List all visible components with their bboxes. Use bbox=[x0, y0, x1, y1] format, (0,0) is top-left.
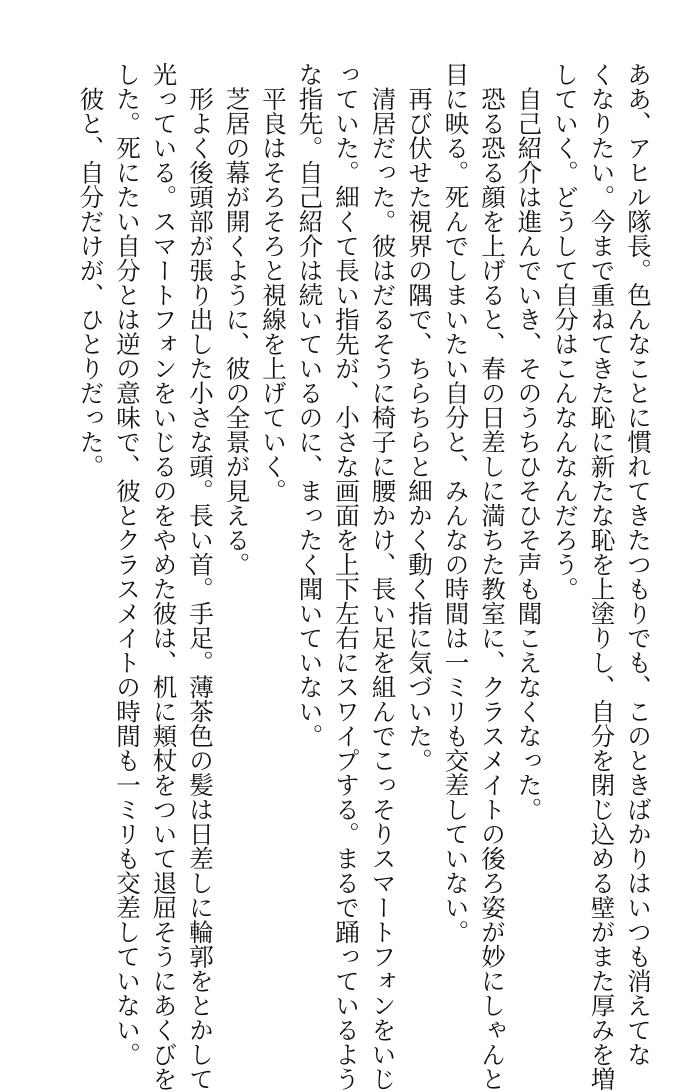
text-line: 目に映る。死んでしまいたい自分と、みんなの時間は一ミリも交差していない。 bbox=[441, 62, 471, 944]
text-line: 平良はそろそろと視線を上げていく。 bbox=[259, 62, 288, 503]
text-line: 恐る恐る顔を上げると、春の日差しに満ちた教室に、クラスメイトの後ろ姿が妙にしゃんと bbox=[478, 62, 507, 1091]
text-line: 彼と、自分だけが、ひとりだった。 bbox=[76, 62, 106, 479]
text-line: くなりたい。今まで重ねてきた恥に新たな恥を上塗りし、自分を閉じ込める壁がまた厚みを増 bbox=[587, 62, 617, 1091]
text-line: ああ、アヒル隊長。色んなことに慣れてきたつもりでも、このときばかりはいつも消えてな bbox=[624, 62, 653, 1067]
text-line: 清居だった。彼はだるそうに椅子に腰かけ、長い足を組んでこっそりスマートフォンをいじ bbox=[368, 62, 398, 1091]
text-line: っていた。細くて長い指先が、小さな画面を上下左右にスワイプする。まるで踊っているよう bbox=[332, 62, 361, 1091]
vertical-text-body bbox=[72, 62, 656, 1091]
text-line: した。死にたい自分とは逆の意味で、彼とクラスメイトの時間も一ミリも交差していない。 bbox=[113, 62, 142, 1067]
text-line: 自己紹介は進んでいき、そのうちひそひそ声も聞こえなくなった。 bbox=[514, 62, 544, 822]
text-line: 形よく後頭部が張り出した小さな頭。長い首。手足。薄茶色の髪は日差しに輪郭をとかして bbox=[186, 62, 215, 1091]
text-line: 光っている。スマートフォンをいじるのをやめた彼は、机に頬杖をついて退屈そうにあくびを bbox=[149, 62, 179, 1091]
text-line: していく。どうして自分はこんなんなんだろう。 bbox=[551, 62, 580, 601]
text-line: 再び伏せた視界の隅で、ちらちらと細かく動く指に気づいた。 bbox=[405, 62, 434, 773]
text-line: な指先。自己紹介は続いているのに、まったく聞いていない。 bbox=[295, 62, 325, 748]
text-line: 芝居の幕が開くように、彼の全景が見える。 bbox=[222, 62, 252, 577]
